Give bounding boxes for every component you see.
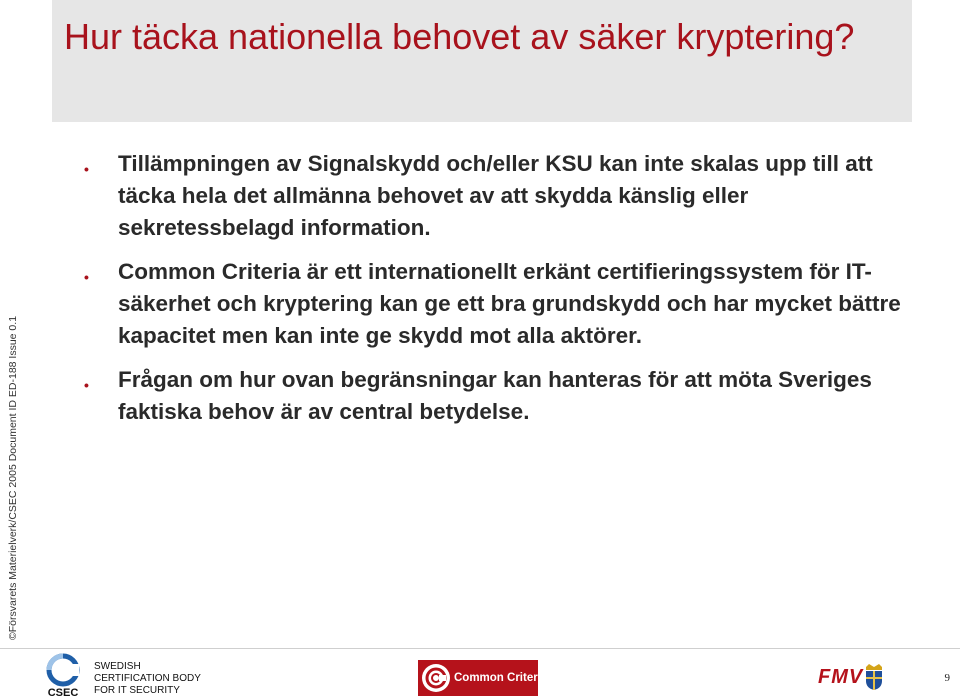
fmv-logo <box>818 662 900 692</box>
common-criteria-logo-icon <box>422 664 450 692</box>
csec-line-3: FOR IT SECURITY <box>94 685 180 696</box>
bullet-text-1: Tillämpningen av Signalskydd och/eller KSU kan inte skalas upp till att täcka hela det allmänna behovet av att skydda känslig eller sekretessbelagd information. <box>118 151 873 240</box>
bullet-list <box>84 148 904 440</box>
bullet-item-1 <box>84 148 904 244</box>
copyright-side-note: ©Försvarets Materielverk/CSEC 2005 Document ID ED-188 Issue 0.1 <box>7 315 19 640</box>
footer-divider <box>0 648 960 649</box>
csec-logo-icon <box>40 652 86 698</box>
bullet-dot-icon: • <box>84 161 89 177</box>
fmv-logo-text: FMV <box>818 665 864 688</box>
csec-line-2: CERTIFICATION BODY <box>94 673 201 684</box>
csec-line-1: SWEDISH <box>94 661 141 672</box>
common-criteria-label: Common Criteria <box>454 672 548 684</box>
bullet-dot-icon: • <box>84 269 89 285</box>
csec-logo-text: CSEC <box>47 687 79 698</box>
bullet-text-2: Common Criteria är ett internationellt erkänt certifieringssystem för IT-säkerhet och kryptering kan ge ett bra grundskydd och har mycket bättre kapacitet men kan inte ge skydd mot alla aktörer. <box>118 259 901 348</box>
bullet-item-2 <box>84 256 904 352</box>
common-criteria-badge <box>418 660 548 696</box>
csec-description <box>94 661 201 697</box>
bullet-text-3: Frågan om hur ovan begränsningar kan hanteras för att möta Sveriges faktiska behov är av central betydelse. <box>118 367 872 424</box>
crown-shield-icon <box>863 663 885 691</box>
bullet-dot-icon: • <box>84 377 89 393</box>
page-number: 9 <box>944 672 950 684</box>
slide-title: Hur täcka nationella behovet av säker kryptering? <box>64 16 855 57</box>
bullet-item-3 <box>84 364 904 428</box>
